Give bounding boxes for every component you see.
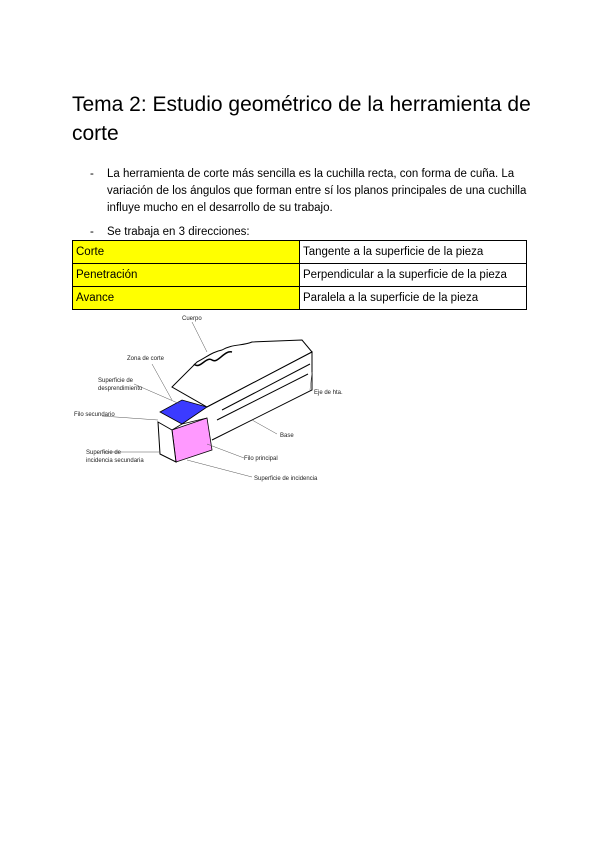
direction-description: Tangente a la superficie de la pieza [300, 241, 527, 264]
label-superficie-desprendimiento-1: Superficie de [98, 378, 134, 384]
direction-description: Perpendicular a la superficie de la pieza [300, 264, 527, 287]
label-cuerpo: Cuerpo [182, 316, 202, 322]
label-zona-corte: Zona de corte [127, 356, 165, 362]
cutting-tool-diagram [72, 312, 372, 492]
cutting-tool-figure [72, 312, 372, 492]
direction-name: Penetración [73, 264, 300, 287]
bullet-text: Se trabaja en 3 direcciones: [107, 226, 250, 238]
page-title: Tema 2: Estudio geométrico de la herramienta de corte [72, 93, 531, 145]
table-row [73, 287, 527, 310]
direction-name: Avance [73, 287, 300, 310]
label-filo-principal: Filo principal [244, 456, 278, 462]
label-superficie-incidencia-sec-1: Superficie de [86, 450, 122, 456]
label-superficie-incidencia-sec-2: incidencia secundaria [86, 458, 144, 464]
label-base: Base [280, 433, 294, 439]
table-row [73, 264, 527, 287]
label-eje: Eje de hta. [314, 390, 343, 396]
direction-name: Corte [73, 241, 300, 264]
label-filo-secundario: Filo secundario [74, 412, 115, 418]
label-superficie-desprendimiento-2: desprendimiento [98, 386, 143, 392]
directions-table [72, 240, 527, 310]
bullet-marker: - [90, 226, 94, 238]
secondary-flank-face [158, 422, 176, 462]
label-superficie-incidencia: Superficie de incidencia [254, 476, 318, 482]
table-row [73, 241, 527, 264]
bullet-text: La herramienta de corte más sencilla es la cuchilla recta, con forma de cuña. La variación de los ángulos que forman entre sí los planos principales de una cuchilla influye mucho en el desarrollo de su trabajo. [107, 168, 527, 214]
flank-face [172, 418, 212, 462]
bullet-marker: - [90, 168, 94, 180]
direction-description: Paralela a la superficie de la pieza [300, 287, 527, 310]
